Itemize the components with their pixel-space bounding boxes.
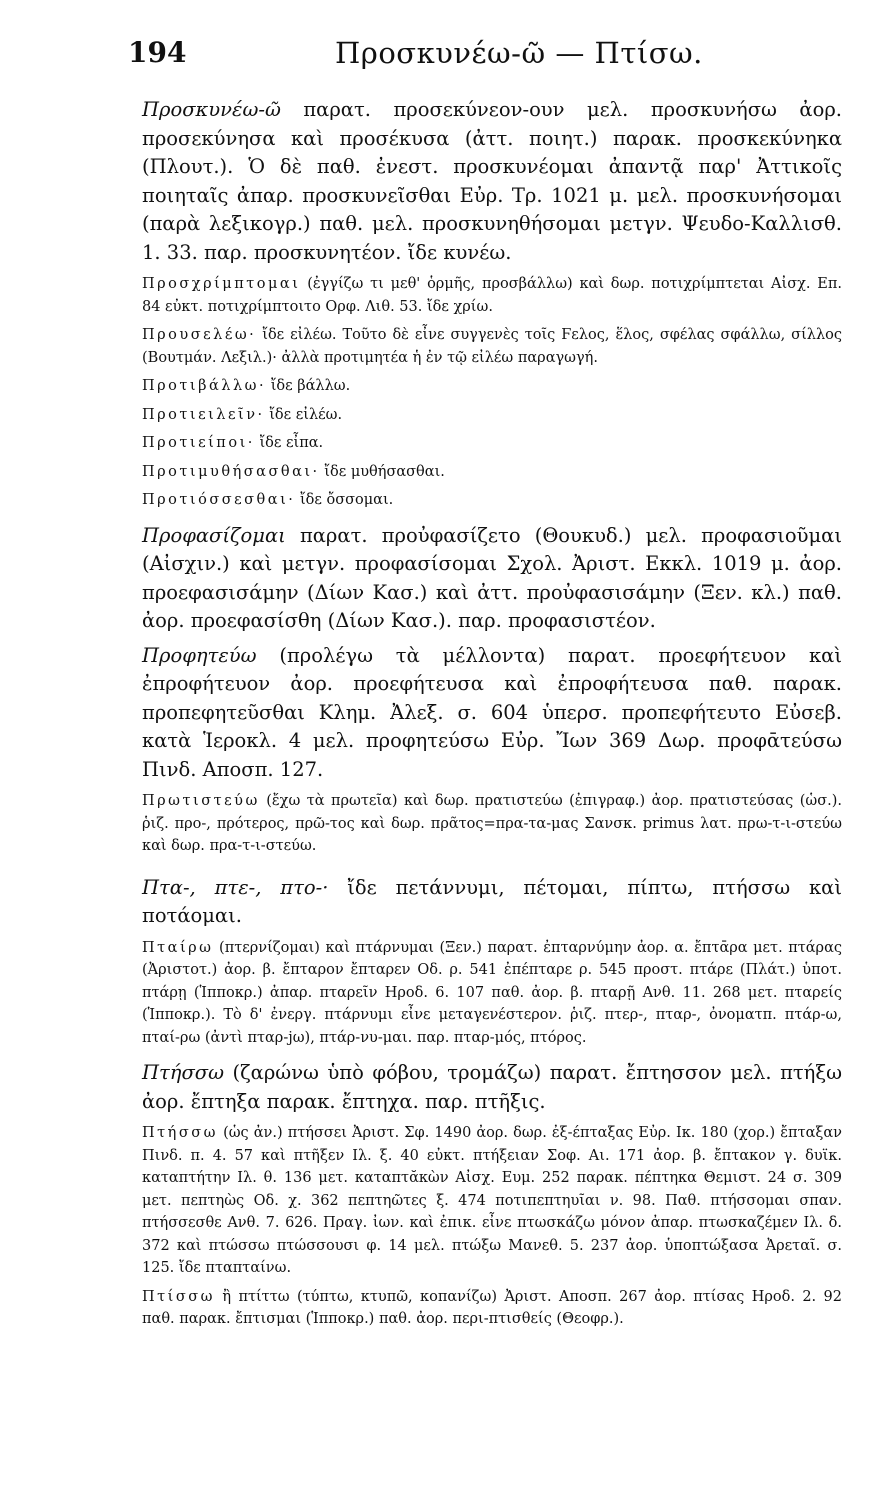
entry-head: Προτιείποι·	[142, 435, 255, 451]
entry-head: Πταίρω	[142, 939, 214, 956]
page-number: 194	[128, 36, 187, 69]
entry-text: (ἔχω τὰ πρωτεῖα) καὶ δωρ. πρατιστεύω (ἐπιγραφ.) ἀορ. πρατιστεύσας (ὡσ.). ῥιζ. προ-, πρότερος, πρῶ-τος καὶ δωρ. πρᾶτος=πρα-τα-μας Σανσκ. primus λατ. πρω-τ-ι-στεύω καὶ δωρ. πρα-τ-ι-στεύω.	[142, 793, 842, 854]
entry-proschrimptomai	[142, 273, 842, 318]
entry-text: παρατ. προσεκύνεον-ουν μελ. προσκυνήσω ἀορ. προσεκύνησα καὶ προσέκυσα (ἀττ. ποιητ.) παρακ. προσκεκύνηκα (Πλουτ.). Ὁ δὲ παθ. ἐνεστ. προσκυνέομαι ἀπαντᾷ παρ' Ἀττικοῖς ποιηταῖς ἀπαρ. προσκυνεῖσθαι Εὐρ. Τρ. 1021 μ. μελ. προσκυνήσομαι (παρὰ λεξικογρ.) παθ. μελ. προσκυνηθήσομαι μετγν. Ψευδο-Καλλισθ. 1. 33. παρ. προσκυνητέον. ἴδε κυνέω.	[142, 98, 842, 264]
entry-head: Προσκυνέω-ῶ	[142, 98, 281, 121]
entry-protiballo	[142, 375, 842, 398]
entry-protieipoi	[142, 432, 842, 455]
entry-head: Πτήσσω	[142, 1125, 218, 1141]
entry-text: (ὡς ἀν.) πτήσσει Ἀριστ. Σφ. 1490 ἀορ. δωρ. ἐξ-έπταξας Εὐρ. Ικ. 180 (χορ.) ἔπταξαν Πινδ. π. 4. 57 καὶ πτῆξεν Ιλ. ξ. 40 εὐκτ. πτήξειαν Σοφ. Αι. 171 ἀορ. β. ἔπτακον γ. δυϊκ. καταπτήτην Ιλ. θ. 136 μετ. καταπτᾰκὼν Αἰσχ. Ευμ. 252 παρακ. πέπτηκα Θεμιστ. 24 σ. 309 μετ. πεπτηὼς Οδ. χ. 362 πεπτηῶτες ξ. 474 ποτιπεπτηυῖαι ν. 98. Παθ. πτήσσομαι σπαν. πτήσσεσθε Ανθ. 7. 626. Πραγ. ἰων. καὶ ἐπικ. εἶνε πτωσκάζω μόνον ἀπαρ. πτωσκαζέμεν Ιλ. δ. 372 καὶ πτώσσω πτώσσουσι φ. 14 μελ. πτώξω Μανεθ. 5. 237 ἀορ. ὑποπτώξασα Ἀρεταῖ. σ. 125. ἴδε πταπταίνω.	[142, 1125, 842, 1276]
entry-propheteuo	[142, 642, 842, 785]
entry-head: Προφασίζομαι	[142, 523, 286, 547]
entry-head: Προυσελέω·	[142, 327, 257, 343]
entry-pta-pte-pto	[142, 874, 842, 931]
entry-text: παρατ. προὐφασίζετο (Θουκυδ.) μελ. προφασιοῦμαι (Αἰσχιν.) καὶ μετγν. προφασίσομαι Σχολ. Ἀριστ. Εκκλ. 1019 μ. ἀορ. προεφασισάμην (Δίων Κασ.) καὶ ἀττ. προὐφασισάμην (Ξεν. κλ.) παθ. ἀορ. προεφασίσθη (Δίων Κασ.). παρ. προφασιστέον.	[142, 523, 842, 632]
dictionary-entries	[142, 96, 842, 1337]
entry-text: ἴδε εἰλέω. Τοῦτο δὲ εἶνε συγγενὲς τοῖς Ϝελος, ἕλος, σφέλας σφάλλω, σίλλος (Βουτμάν. Λεξιλ.)· ἀλλὰ προτιμητέα ἡ ἐν τῷ εἰλέω παραγωγή.	[142, 327, 842, 366]
entry-head: Προτιειλεῖν·	[142, 406, 265, 423]
entry-text: ἴδε μυθήσασθαι.	[319, 463, 445, 480]
entry-head: Πρωτιστεύω	[142, 793, 260, 809]
entry-protimythesasthai	[142, 461, 842, 484]
entry-text: (πτερνίζομαι) καὶ πτάρνυμαι (Ξεν.) παρατ. ἐπταρνύμην ἀορ. α. ἔπτᾱρα μετ. πτάρας (Ἀριστοτ.) ἀορ. β. ἔπταρον ἔπταρεν Οδ. ρ. 541 ἐπέπταρε ρ. 545 προστ. πτάρε (Πλάτ.) ὑποτ. πτάρῃ (Ἱπποκρ.) ἀπαρ. πταρεῖν Ηροδ. 6. 107 παθ. ἀορ. β. πταρῇ Ανθ. 11. 268 μετ. πταρείς (Ἱπποκρ.). Τὸ δ' ἐνεργ. πτάρνυμι εἶνε μεταγενέστερον. ῥιζ. πτερ-, πταρ-, ὀνοματπ. πτάρ-ω, πταί-ρω (ἀντὶ πταρ-jω), πτάρ-νυ-μαι. παρ. πταρ-μός, πτόρος.	[142, 939, 842, 1046]
entry-text: (ζαρώνω ὑπὸ φόβου, τρομάζω) παρατ. ἔπτησσον μελ. πτήξω ἀορ. ἔπτηξα παρακ. ἔπτηχα. παρ. πτῆξις.	[142, 1061, 842, 1113]
entry-ptesso	[142, 1059, 842, 1116]
entry-head: Πτίσσω	[142, 1288, 215, 1305]
entry-text: (ἐγγίζω τι μεθ' ὁρμῆς, προσβάλλω) καὶ δωρ. ποτιχρίμπτεται Αἰσχ. Επ. 84 εὐκτ. ποτιχρίμπτοιτο Ορφ. Λιθ. 53. ἴδε χρίω.	[142, 276, 842, 315]
entry-prouseleo	[142, 324, 842, 369]
entry-prophasizomai	[142, 522, 842, 636]
entry-ptesso-detail	[142, 1122, 842, 1280]
entry-protieilein	[142, 404, 842, 427]
entry-head: Πτα-, πτε-, πτο-·	[142, 875, 329, 899]
entry-text: ἴδε εἶπα.	[254, 435, 324, 451]
entry-ptairo	[142, 937, 842, 1050]
entry-head: Πτήσσω	[142, 1061, 224, 1084]
entry-text: (προλέγω τὰ μέλλοντα) παρατ. προεφήτευον καὶ ἐπροφήτευον ἀορ. προεφήτευσα καὶ ἐπροφήτευσα παθ. παρακ. προπεφητεῦσθαι Κλημ. Ἀλεξ. σ. 604 ὑπερσ. προπεφήτευτο Εὐσεβ. κατὰ Ἱεροκλ. 4 μελ. προφητεύσω Εὐρ. Ἴων 369 Δωρ. προφᾱτεύσω Πινδ. Αποσπ. 127.	[142, 643, 842, 781]
running-head: Προσκυνέω-ῶ — Πτίσω.	[335, 36, 703, 70]
entry-head: Προτιβάλλω·	[142, 378, 267, 394]
entry-ptisso	[142, 1286, 842, 1331]
entry-text: ἢ πτίττω (τύπτω, κτυπῶ, κοπανίζω) Ἀριστ. Αποσπ. 267 ἀορ. πτίσας Ηροδ. 2. 92 παθ. παρακ. ἔπτισμαι (Ἱπποκρ.) παθ. ἀορ. περι-πτισθείς (Θεοφρ.).	[142, 1288, 842, 1327]
entry-head: Προφητεύω	[142, 643, 257, 667]
page-header	[120, 36, 840, 80]
entry-text: ἴδε πετάννυμι, πέτομαι, πίπτω, πτήσσω καὶ ποτάομαι.	[142, 875, 842, 927]
entry-head: Προτιμυθήσασθαι·	[142, 463, 320, 480]
entry-text: ἴδε ὄσσομαι.	[295, 492, 394, 508]
entry-text: ἴδε βάλλω.	[266, 378, 351, 394]
entry-protiossesthai	[142, 489, 842, 512]
entry-head: Προσχρίμπτομαι	[142, 276, 301, 292]
entry-proskyneo	[142, 96, 842, 267]
entry-protisteuo	[142, 790, 842, 858]
entry-head: Προτιόσσεσθαι·	[142, 492, 296, 508]
entry-text: ἴδε εἰλέω.	[264, 406, 343, 423]
